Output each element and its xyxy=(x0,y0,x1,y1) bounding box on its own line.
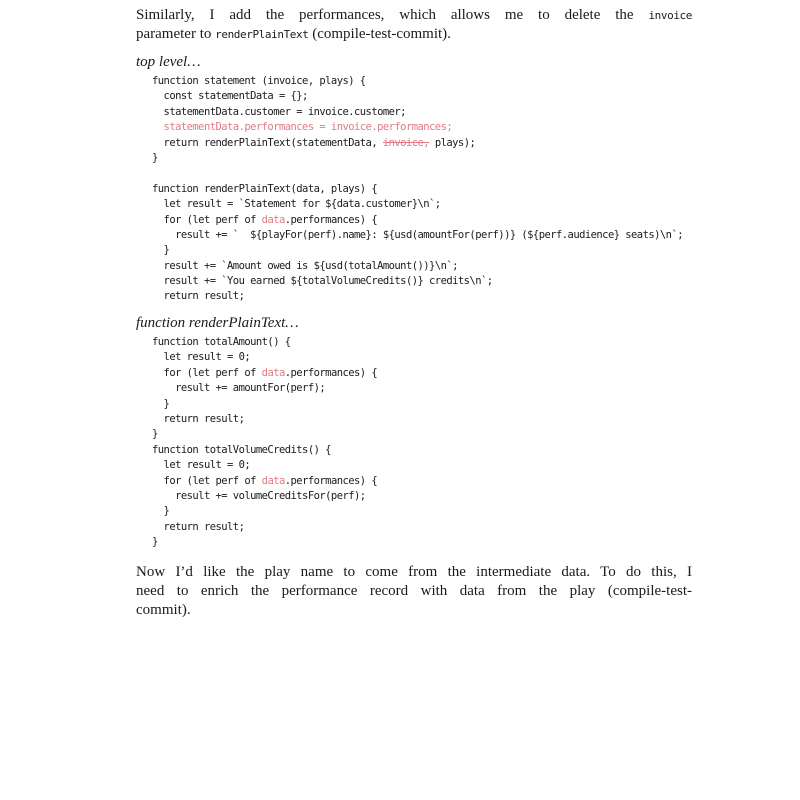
code-highlight: data xyxy=(261,213,285,226)
code-text: .performances) { xyxy=(284,213,378,226)
code-text: let result = 0; xyxy=(152,351,251,364)
section-heading-top-level: top level… xyxy=(136,54,201,70)
code-text: } xyxy=(152,536,158,549)
code-line xyxy=(152,136,683,151)
code-text: for (let perf of xyxy=(152,366,262,379)
code-line xyxy=(152,151,683,166)
code-deletion: invoice, xyxy=(382,136,430,149)
intro-paragraph xyxy=(136,6,692,44)
inline-code: invoice xyxy=(648,9,692,22)
code-line xyxy=(152,289,683,304)
code-text: let result = `Statement for ${data.customer}\n`; xyxy=(152,198,441,211)
code-text: } xyxy=(152,244,170,257)
inline-code: renderPlainText xyxy=(215,28,309,41)
code-highlight: statementData.performances = invoice.performances; xyxy=(152,121,453,134)
code-text: plays); xyxy=(429,136,476,149)
code-line xyxy=(152,381,377,396)
code-line xyxy=(152,520,377,535)
code-line xyxy=(152,197,683,212)
code-text: function totalAmount() { xyxy=(152,336,291,348)
code-line xyxy=(152,350,377,365)
code-text: return result; xyxy=(152,412,245,425)
outro-line: commit). xyxy=(136,602,191,618)
code-line xyxy=(152,213,683,228)
code-line xyxy=(152,74,683,89)
code-line xyxy=(152,412,377,427)
code-text: function statement (invoice, plays) { xyxy=(152,75,366,87)
code-line xyxy=(152,259,683,274)
code-line xyxy=(152,105,683,120)
code-line xyxy=(152,335,377,350)
code-text: const statementData = {}; xyxy=(152,90,308,103)
code-line xyxy=(152,182,683,197)
code-text: } xyxy=(152,151,158,164)
outro-paragraph xyxy=(136,563,692,620)
section-heading-render-plain-text: function renderPlainText… xyxy=(136,315,299,331)
code-highlight: data xyxy=(261,366,285,379)
code-line xyxy=(152,274,683,289)
code-text: .performances) { xyxy=(284,366,378,379)
code-line xyxy=(152,228,683,243)
code-line xyxy=(152,535,377,550)
code-block-render-plain-text xyxy=(152,335,377,550)
intro-line: Similarly, I add the performances, which allows me to delete the invoice xyxy=(136,7,692,23)
code-text: } xyxy=(152,428,158,441)
code-text: .performances) { xyxy=(284,474,378,487)
code-text: result += amountFor(perf); xyxy=(152,382,326,395)
code-line xyxy=(152,166,683,181)
outro-line: need to enrich the performance record with data from the play (compile-test- xyxy=(136,583,692,599)
code-line xyxy=(152,504,377,519)
code-text: let result = 0; xyxy=(152,459,251,472)
code-text: return renderPlainText(statementData, xyxy=(152,136,383,149)
outro-line: Now I’d like the play name to come from the intermediate data. To do this, I xyxy=(136,564,692,580)
code-text: } xyxy=(152,505,170,518)
code-block-top-level xyxy=(152,74,683,305)
code-line xyxy=(152,366,377,381)
code-text: for (let perf of xyxy=(152,213,262,226)
code-text: return result; xyxy=(152,520,245,533)
code-text: result += `Amount owed is ${usd(totalAmount())}\n`; xyxy=(152,259,458,272)
code-text: } xyxy=(152,397,170,410)
code-text: result += volumeCreditsFor(perf); xyxy=(152,489,366,502)
code-text: result += `You earned ${totalVolumeCredits()} credits\n`; xyxy=(152,275,493,288)
code-text: result += ` ${playFor(perf).name}: ${usd(amountFor(perf))} (${perf.audience} seats)\n`; xyxy=(152,228,683,241)
code-line xyxy=(152,443,377,458)
code-line xyxy=(152,474,377,489)
code-text: function renderPlainText(data, plays) { xyxy=(152,182,378,195)
code-line xyxy=(152,243,683,258)
code-line xyxy=(152,489,377,504)
code-text: statementData.customer = invoice.customer; xyxy=(152,105,406,118)
code-line xyxy=(152,89,683,104)
code-line xyxy=(152,397,377,412)
code-text: function totalVolumeCredits() { xyxy=(152,443,331,456)
code-highlight: data xyxy=(261,474,285,487)
intro-line: parameter to renderPlainText (compile-test-commit). xyxy=(136,26,451,42)
code-line xyxy=(152,427,377,442)
code-text: return result; xyxy=(152,290,245,303)
code-line xyxy=(152,458,377,473)
code-line xyxy=(152,120,683,135)
code-text: for (let perf of xyxy=(152,474,262,487)
